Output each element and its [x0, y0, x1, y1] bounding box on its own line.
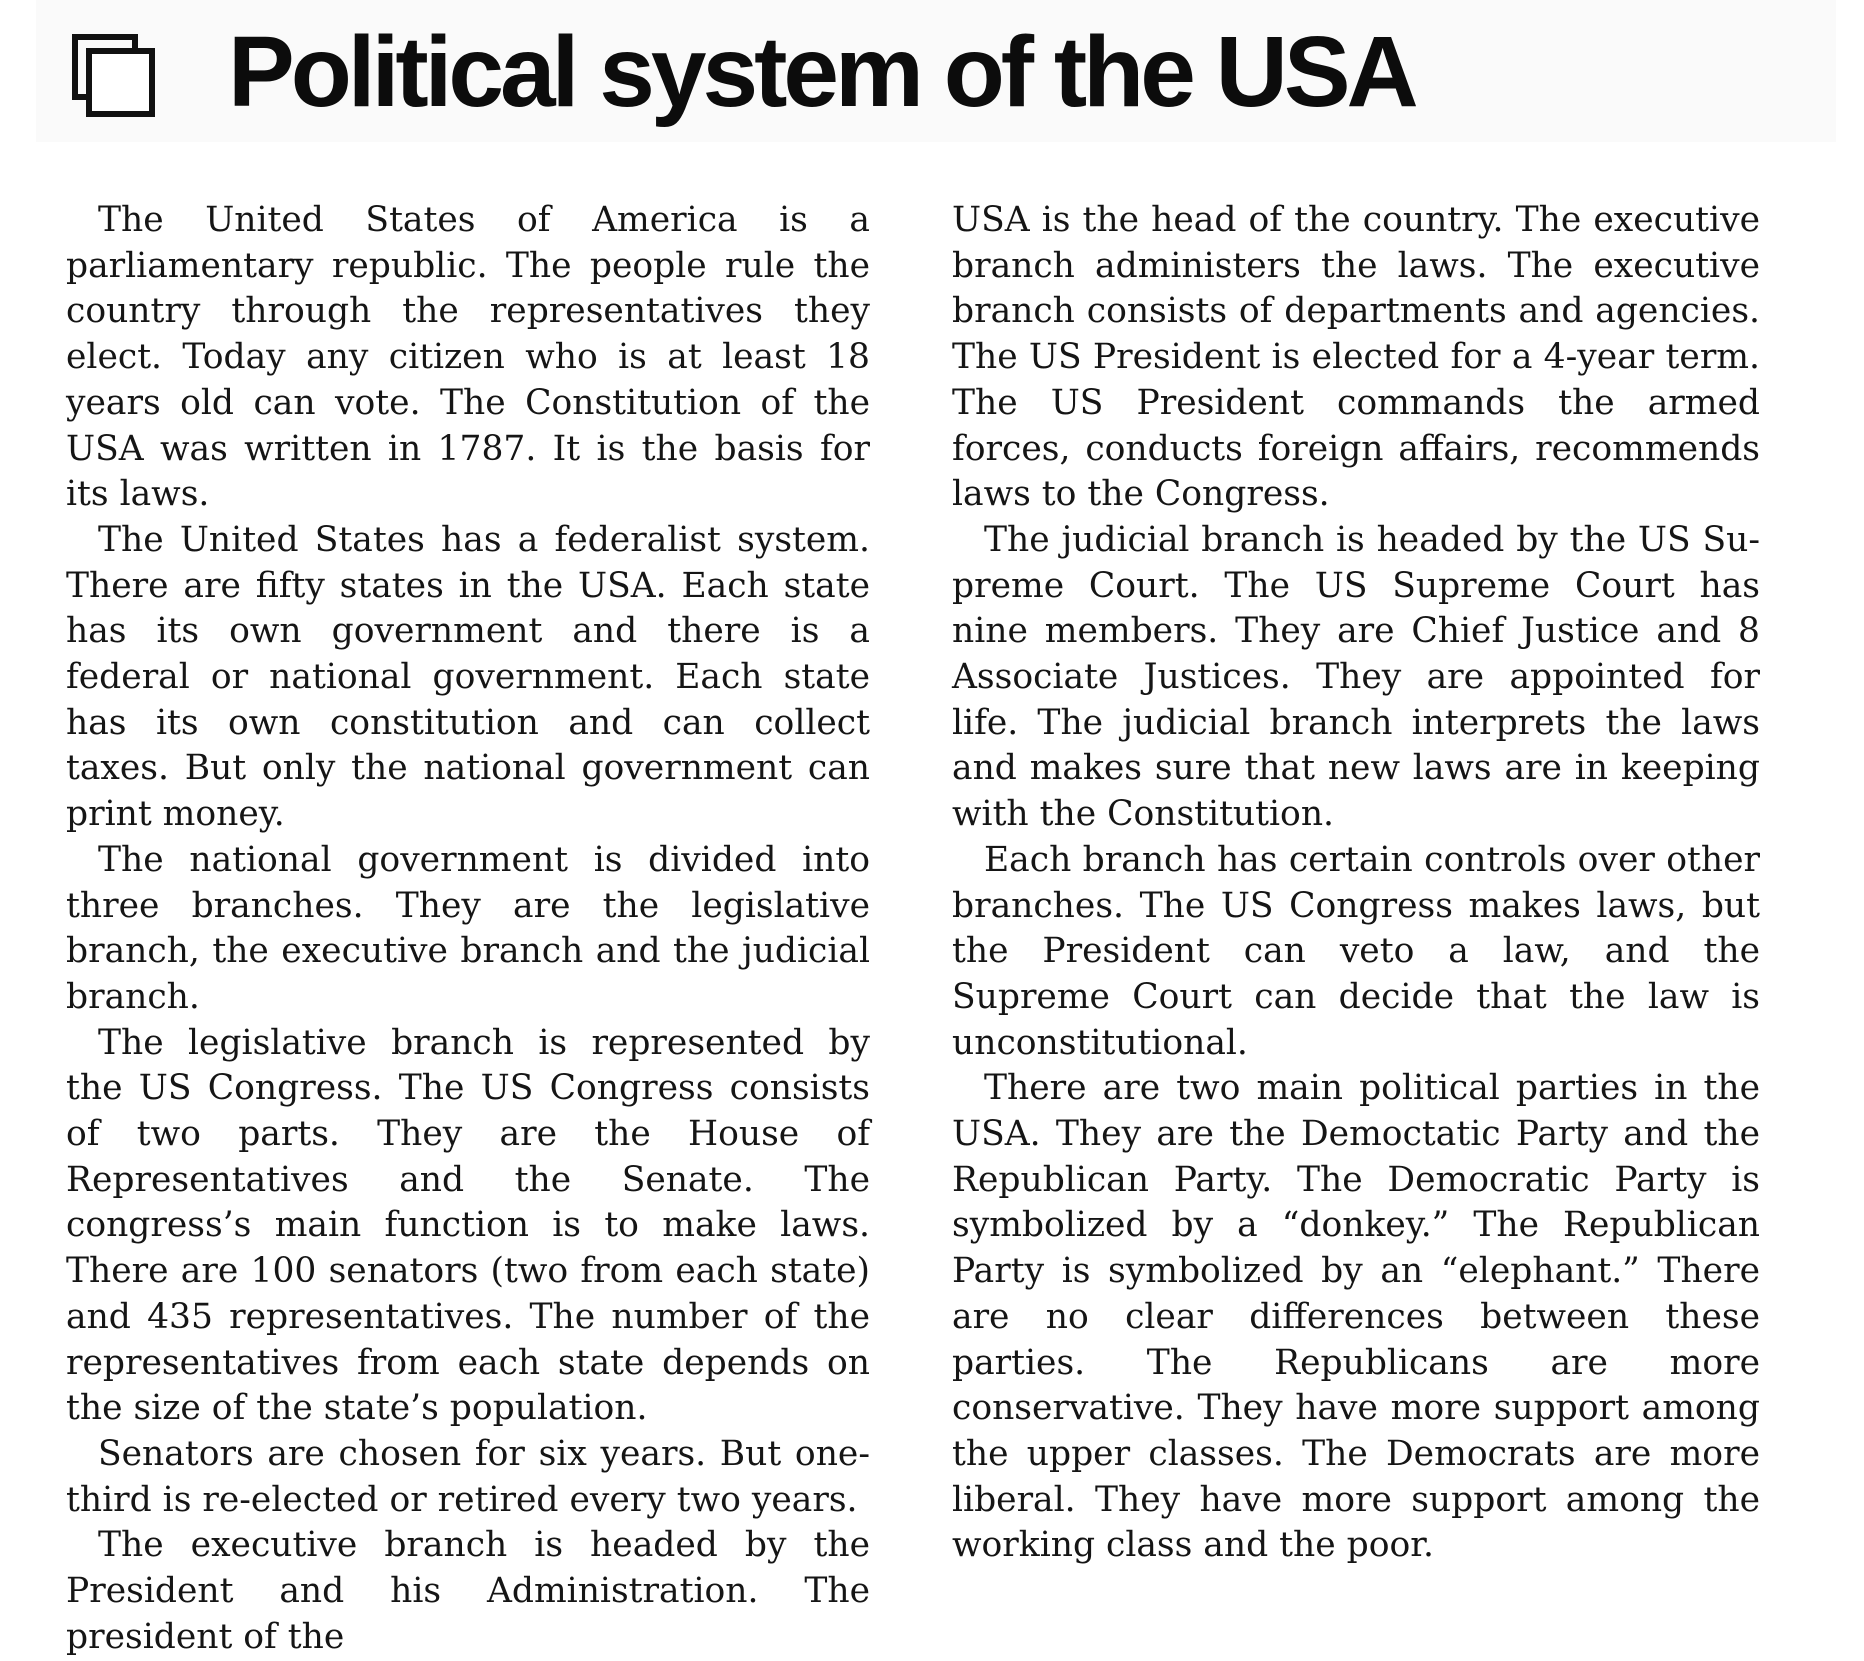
paragraph: The legislative branch is represented by the US Congress. The US Congress consists of two parts. They are the House of Representatives and the Senate. The congress’s main function is to make laws. There are 100 senators (two from each state) and 435 representatives. The number of the representatives from each state depends on the size of the state’s population.: [66, 1022, 870, 1429]
paragraph: The United States of America is a parliamentary republic. The people rule the country through the representatives they elect. Today any citizen who is at least 18 years old can vote. The Constitution of the USA was written in 1787. It is the basis for its laws.: [66, 200, 870, 515]
paragraph: Each branch has certain controls over other branches. The US Congress makes laws, but the President can veto a law, and the Supreme Court can decide that the law is unconstitutional.: [952, 839, 1760, 1063]
page-title: Political system of the USA: [228, 16, 1415, 128]
paragraph: The national government is divided into three branches. They are the legislative branch, the executive branch and the judicial branch.: [66, 839, 870, 1017]
paragraph: There are two main political parties in the USA. They are the Democtatic Party and the Republican Party. The Democratic Party is symbolized by a “donkey.” The Republican Party is symbolized by an “elephant.” There are no clear differences between these parties. The Republicans are more conservative. They have more support among the upper classes. The Democrats are more liberal. They have more support among the working class and the poor.: [952, 1068, 1760, 1566]
overlapping-squares-icon: [72, 34, 158, 120]
paragraph-continued: USA is the head of the country. The executive branch administers the laws. The executive branch consists of departments and agencies. The US President is elected for a 4-year term. The US President commands the armed forces, conducts foreign affairs, recommends laws to the Congress.: [952, 200, 1760, 515]
paragraph: The executive branch is headed by the President and his Administration. The president of the: [66, 1525, 870, 1657]
paragraph: The judicial branch is headed by the US Supreme Court. The US Supreme Court has nine members. They are Chief Justice and 8 Associate Justices. They are appointed for life. The judicial branch interprets the laws and makes sure that new laws are in keeping with the Constitution.: [952, 519, 1760, 835]
article-column-left: [66, 198, 870, 1661]
article-column-right: [952, 198, 1760, 1569]
paragraph: The United States has a federalist system. There are fifty states in the USA. Each state has its own government and there is a federal or national government. Each state has its own constitution and can collect taxes. But only the national government can print money.: [66, 519, 870, 835]
paragraph: Senators are chosen for six years. But one-third is re-elected or retired every two years.: [66, 1433, 870, 1520]
